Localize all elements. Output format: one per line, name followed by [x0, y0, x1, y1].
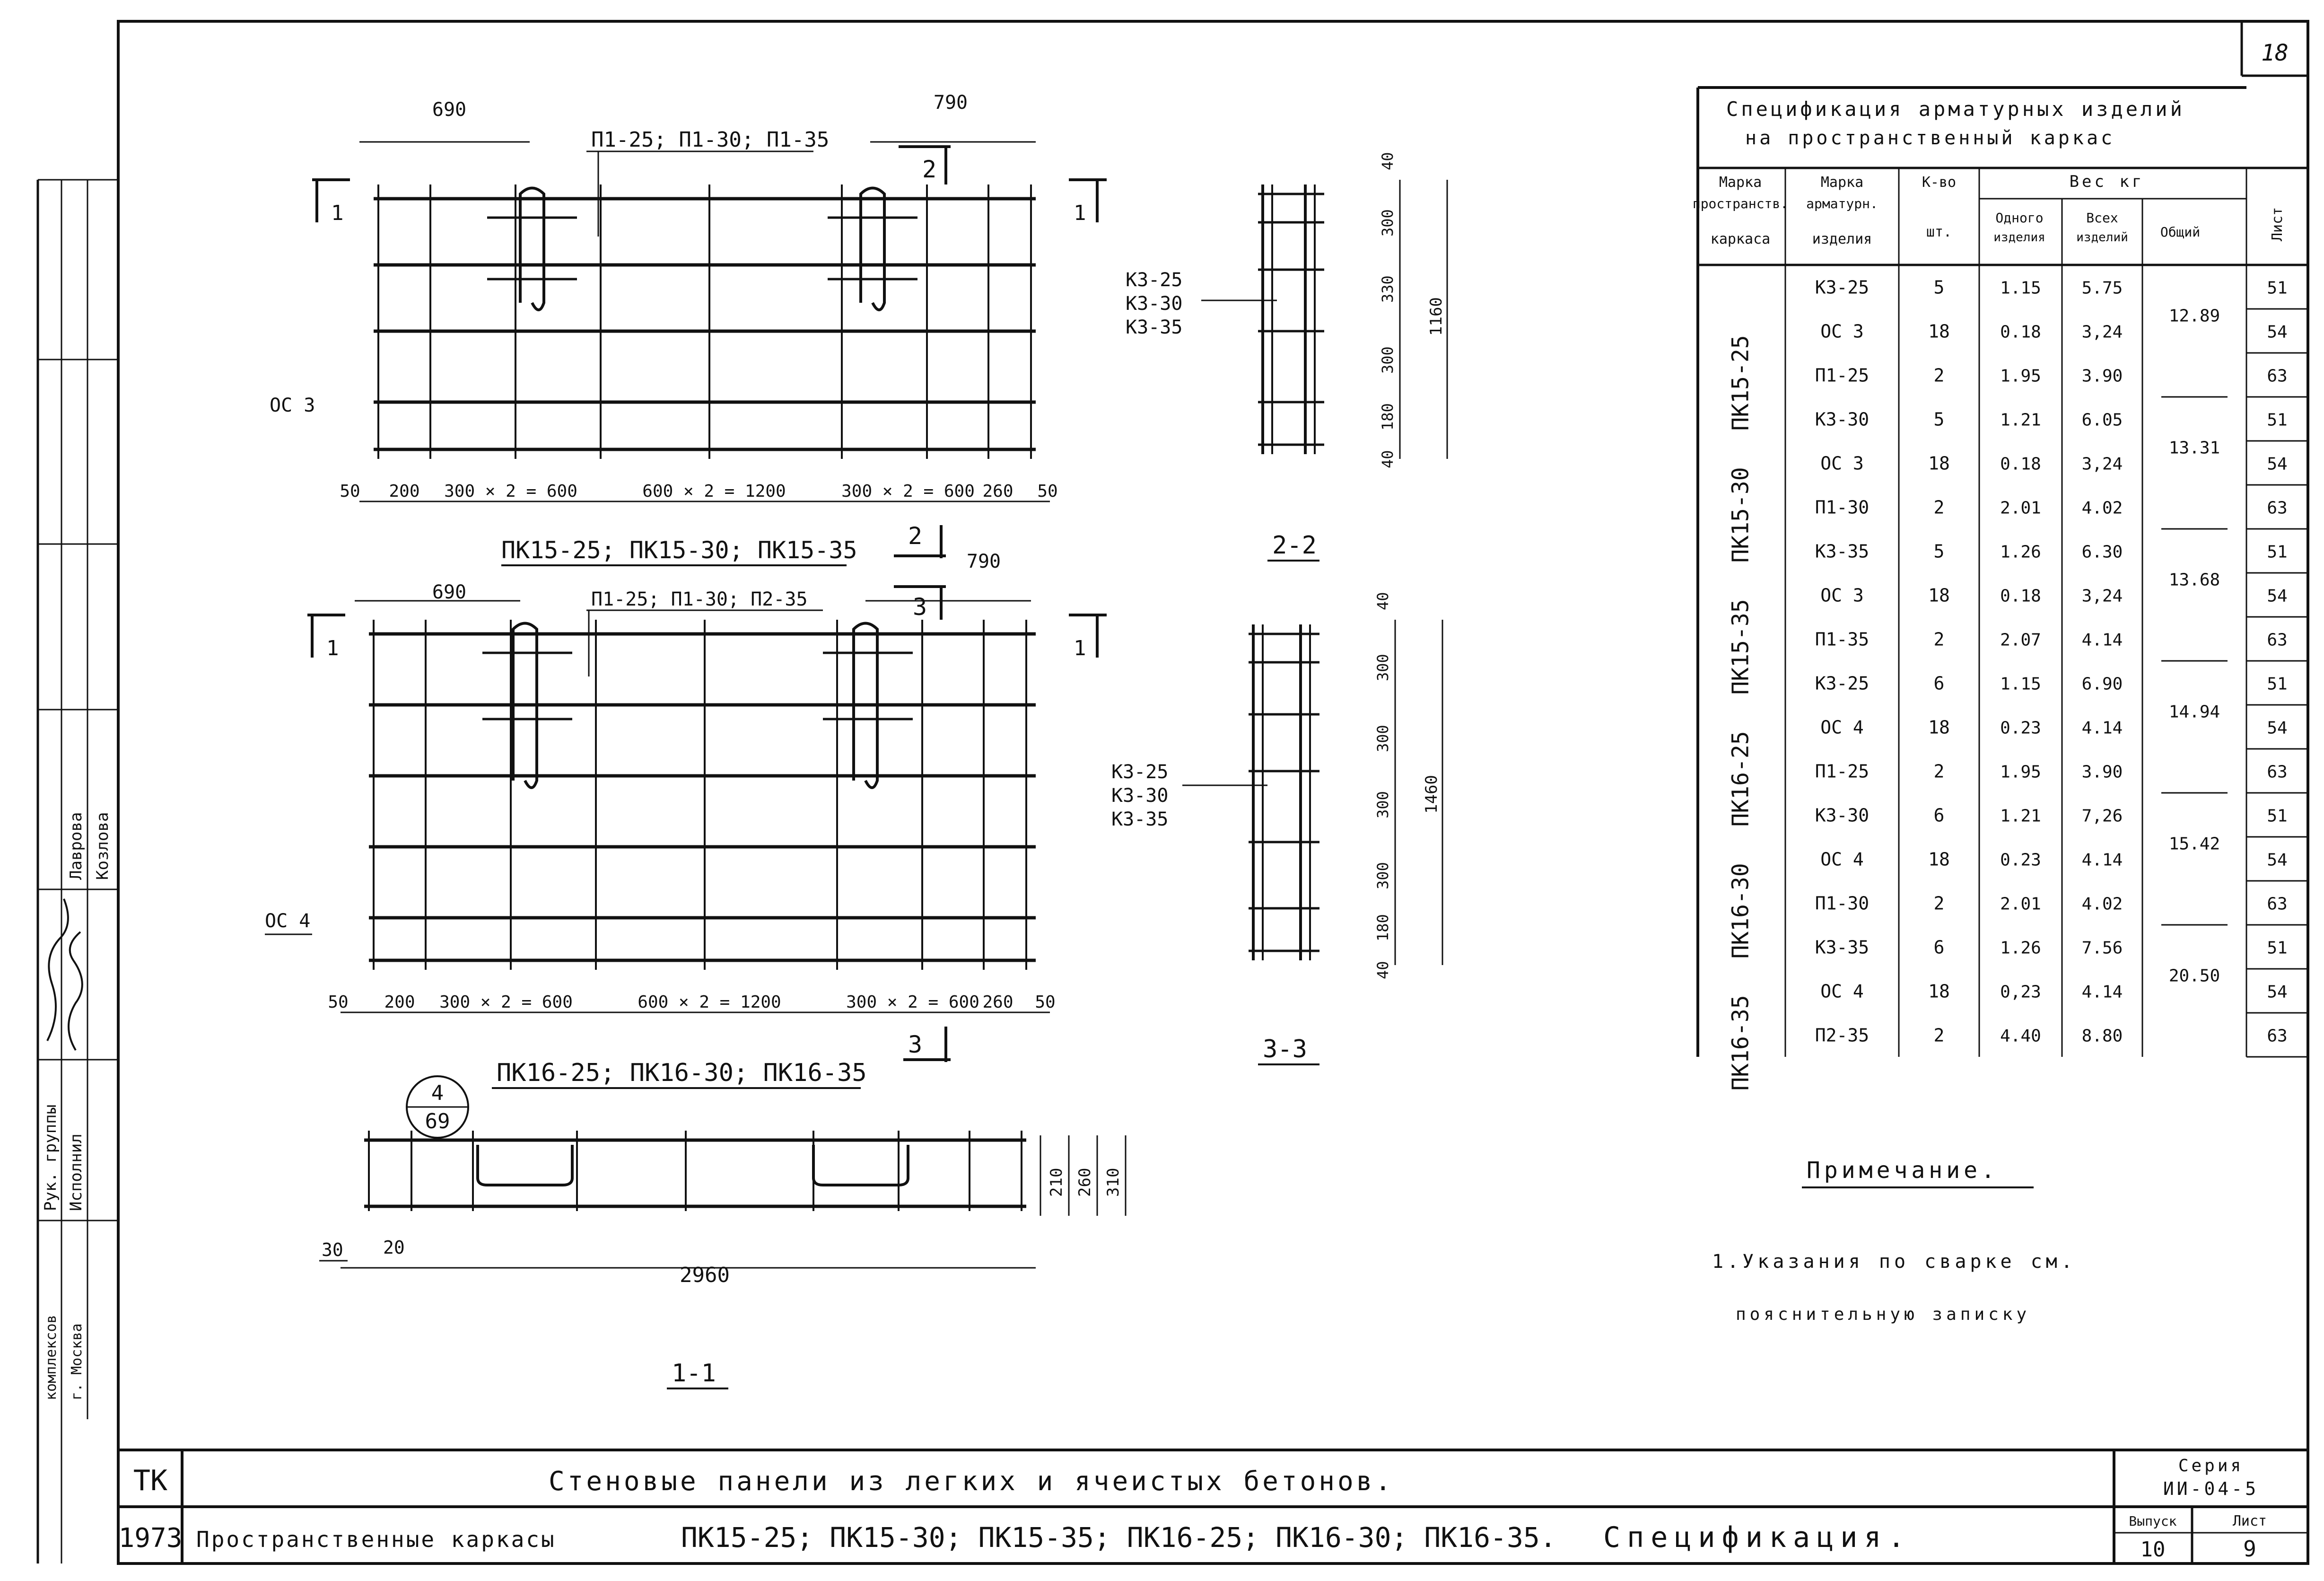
sec22-caption: 2-2: [1272, 531, 1317, 560]
spec-qty: 2: [1933, 365, 1945, 386]
sec33-dim-4: 300: [1374, 862, 1392, 889]
side-stamp: [41, 812, 112, 1400]
elev2-dim-1: 200: [384, 993, 415, 1012]
sec22-dim-5: 40: [1379, 450, 1397, 468]
spec-item-mark: П1-30: [1815, 497, 1870, 518]
section-1-1: [319, 1076, 1126, 1388]
sec33-label-0: КЗ-25: [1111, 761, 1169, 783]
sec33-dim-1: 300: [1374, 654, 1392, 681]
section-mark-3a: 3: [913, 593, 927, 621]
spec-weight-one: 1.95: [2000, 366, 2041, 386]
elev2-dim-left: 690: [432, 581, 467, 603]
section-mark-1-right: 1: [1074, 201, 1086, 225]
spec-qty: 2: [1933, 629, 1945, 650]
spec-item-mark: ОС 3: [1820, 453, 1864, 474]
elev1-dim-5: 260: [982, 482, 1013, 501]
elev2-caption: ПК16-25; ПК16-30; ПК16-35: [497, 1059, 867, 1087]
spec-total-weight: 15.42: [2168, 834, 2220, 854]
sec33-total: 1460: [1422, 775, 1441, 814]
spec-weight-all: 4.02: [2081, 894, 2123, 914]
signature-1: [47, 899, 68, 1041]
note: [1712, 1157, 2076, 1324]
spec-qty: 18: [1928, 453, 1950, 474]
spec-h-mark-frame-0: Марка: [1719, 174, 1762, 191]
spec-total-weight: 13.68: [2168, 570, 2220, 590]
elev2-mesh-label: ОС 4: [265, 910, 311, 932]
spec-sheet-ref: 63: [2267, 894, 2288, 914]
spec-item-mark: П1-30: [1815, 893, 1870, 914]
sec33-label-1: КЗ-30: [1111, 785, 1169, 807]
spec-weight-all: 6.90: [2081, 674, 2123, 694]
stamp-name-1: Лаврова: [67, 812, 86, 880]
sec22-label-1: КЗ-30: [1126, 293, 1183, 315]
sec11-dim-left2: 20: [383, 1237, 405, 1258]
spec-qty: 18: [1928, 849, 1950, 870]
stamp-role-2: Исполнил: [67, 1133, 86, 1211]
spec-qty: 18: [1928, 717, 1950, 738]
detail-callout-top: 4: [431, 1081, 444, 1105]
spec-qty: 18: [1928, 981, 1950, 1002]
spec-h-qty-0: К-во: [1922, 174, 1957, 191]
spec-title-1: Спецификация арматурных изделий: [1726, 97, 2185, 121]
spec-sheet-ref: 63: [2267, 762, 2288, 782]
spec-weight-one: 4.40: [2000, 1026, 2041, 1046]
section-2-2: [1126, 152, 1447, 561]
spec-frame-mark: ПК16-30: [1727, 863, 1754, 959]
spec-weight-one: 1.21: [2000, 806, 2041, 826]
spec-weight-all: 3,24: [2081, 586, 2123, 606]
note-title: Примечание.: [1807, 1157, 1999, 1184]
tb-line-1: Стеновые панели из легких и ячеистых бетонов.: [549, 1466, 1394, 1497]
elev2-dim-0: 50: [328, 993, 349, 1012]
spec-weight-all: 7,26: [2081, 806, 2123, 826]
spec-total-weight: 12.89: [2168, 306, 2220, 326]
spec-weight-one: 0.18: [2000, 322, 2041, 342]
signature-2: [69, 932, 82, 1050]
sec22-dim-0: 40: [1379, 152, 1397, 170]
tb-series-value: ИИ-04-5: [2163, 1478, 2259, 1499]
spec-item-mark: П2-35: [1815, 1025, 1870, 1046]
elevation-pk16: [265, 522, 1107, 1088]
spec-weight-one: 0.18: [2000, 586, 2041, 606]
spec-sheet-ref: 51: [2267, 674, 2288, 694]
spec-weight-all: 3.90: [2081, 762, 2123, 782]
elev1-dim-4: 300 × 2 = 600: [841, 482, 975, 501]
sec22-dim-3: 300: [1379, 346, 1397, 374]
spec-item-mark: ОС 4: [1820, 981, 1864, 1002]
detail-callout-bottom: 69: [425, 1109, 450, 1133]
spec-weight-all: 6.30: [2081, 542, 2123, 562]
spec-item-mark: КЗ-30: [1815, 409, 1870, 430]
sec11-caption: 1-1: [672, 1359, 716, 1388]
elev2-dim-3: 600 × 2 = 1200: [638, 993, 781, 1012]
stamp-org-1: комплексов: [43, 1315, 60, 1400]
spec-weight-one: 1.21: [2000, 410, 2041, 430]
spec-item-mark: КЗ-35: [1815, 937, 1870, 958]
elev1-dim-right: 790: [933, 92, 968, 114]
spec-h-mark-item-1: арматурн.: [1806, 196, 1878, 211]
spec-sheet-ref: 54: [2267, 850, 2288, 870]
sec33-dim-3: 300: [1374, 791, 1392, 818]
spec-weight-one: 1.95: [2000, 762, 2041, 782]
sec33-dim-5: 180: [1374, 914, 1392, 941]
spec-qty: 2: [1933, 893, 1945, 914]
spec-table: [1693, 88, 2308, 1091]
elev1-dim-left: 690: [432, 99, 467, 121]
spec-item-mark: КЗ-25: [1815, 277, 1870, 298]
spec-weight-one: 2.01: [2000, 498, 2041, 518]
tb-issue-label: Выпуск: [2129, 1513, 2177, 1529]
section-mark-2: 2: [922, 156, 937, 183]
section-mark-1-left: 1: [331, 201, 344, 225]
spec-item-mark: П1-25: [1815, 761, 1870, 782]
stamp-name-2: Козлова: [93, 812, 112, 880]
spec-qty: 6: [1933, 673, 1945, 694]
spec-h-qty-1: шт.: [1926, 224, 1952, 240]
spec-weight-all: 3.90: [2081, 366, 2123, 386]
spec-sheet-ref: 63: [2267, 366, 2288, 386]
spec-weight-all: 3,24: [2081, 322, 2123, 342]
spec-weight-one: 0.23: [2000, 718, 2041, 738]
tb-sheet-label: Лист: [2232, 1513, 2267, 1529]
elev1-caption: ПК15-25; ПК15-30; ПК15-35: [501, 536, 857, 564]
spec-sheet-ref: 54: [2267, 718, 2288, 738]
spec-qty: 18: [1928, 321, 1950, 342]
elev2-dim-6: 50: [1035, 993, 1056, 1012]
spec-h-w-one-1: изделия: [1993, 230, 2045, 245]
spec-weight-one: 0,23: [2000, 982, 2041, 1002]
spec-total-weight: 20.50: [2168, 966, 2220, 986]
spec-weight-one: 1.15: [2000, 278, 2041, 298]
sec22-label-0: КЗ-25: [1126, 269, 1183, 291]
spec-qty: 5: [1933, 541, 1945, 562]
spec-weight-all: 4.14: [2081, 982, 2123, 1002]
spec-qty: 2: [1933, 1025, 1945, 1046]
section-mark-2b: 2: [908, 522, 923, 550]
elev2-dim-right: 790: [966, 551, 1001, 572]
sec33-label-2: КЗ-35: [1111, 808, 1169, 830]
spec-item-mark: ОС 3: [1820, 321, 1864, 342]
sec22-total: 1160: [1427, 297, 1446, 336]
elevation-pk15: [270, 92, 1107, 565]
elev1-dim-1: 200: [389, 482, 420, 501]
sec33-dim-0: 40: [1374, 592, 1392, 610]
spec-weight-all: 7.56: [2081, 938, 2123, 958]
spec-weight-one: 0.23: [2000, 850, 2041, 870]
section-3-3: [1111, 592, 1442, 1064]
spec-weight-one: 1.15: [2000, 674, 2041, 694]
elev2-loops-label: П1-25; П1-30; П2-35: [591, 588, 808, 610]
tb-line-2c: Спецификация.: [1603, 1521, 1912, 1554]
spec-qty: 6: [1933, 805, 1945, 826]
spec-sheet-ref: 54: [2267, 322, 2288, 342]
spec-weight-one: 0.18: [2000, 454, 2041, 474]
elev1-mesh-label: ОС 3: [270, 395, 315, 416]
spec-item-mark: КЗ-30: [1815, 805, 1870, 826]
spec-qty: 2: [1933, 497, 1945, 518]
spec-frame-mark: ПК15-35: [1727, 599, 1754, 695]
elev1-dim-2: 300 × 2 = 600: [444, 482, 577, 501]
spec-sheet-ref: 51: [2267, 542, 2288, 562]
note-line-2: пояснительную записку: [1736, 1305, 2031, 1324]
spec-total-weight: 13.31: [2168, 438, 2220, 458]
spec-weight-all: 4.14: [2081, 718, 2123, 738]
spec-h-mark-frame-1: пространств.: [1692, 196, 1789, 211]
spec-h-w-all-0: Всех: [2086, 210, 2118, 226]
spec-sheet-ref: 51: [2267, 938, 2288, 958]
spec-sheet-ref: 63: [2267, 1026, 2288, 1046]
spec-weight-all: 4.14: [2081, 850, 2123, 870]
spec-sheet-ref: 51: [2267, 278, 2288, 298]
spec-weight-one: 1.26: [2000, 542, 2041, 562]
tb-issue-value: 10: [2140, 1537, 2166, 1562]
spec-weight-one: 2.01: [2000, 894, 2041, 914]
tb-org: ТК: [133, 1464, 168, 1497]
spec-frame-mark: ПК15-30: [1727, 467, 1754, 563]
spec-item-mark: КЗ-25: [1815, 673, 1870, 694]
spec-weight-all: 4.02: [2081, 498, 2123, 518]
elev1-dim-6: 50: [1037, 482, 1058, 501]
sec33-dim-6: 40: [1374, 961, 1392, 979]
sec22-dim-4: 180: [1379, 403, 1397, 430]
spec-h-w-all-1: изделий: [2076, 230, 2128, 245]
spec-title-2: на пространственный каркас: [1745, 127, 2115, 149]
spec-frame-mark: ПК16-35: [1727, 995, 1754, 1091]
spec-weight-all: 8.80: [2081, 1026, 2123, 1046]
spec-weight-all: 6.05: [2081, 410, 2123, 430]
spec-frame-mark: ПК15-25: [1727, 335, 1754, 431]
spec-item-mark: ОС 4: [1820, 849, 1864, 870]
spec-sheet-ref: 54: [2267, 586, 2288, 606]
tb-series-label: Серия: [2178, 1456, 2244, 1476]
tb-line-2a: Пространственные каркасы: [196, 1527, 556, 1552]
spec-frame-mark: ПК16-25: [1727, 731, 1754, 827]
elev2-dim-2: 300 × 2 = 600: [439, 993, 573, 1012]
sec11-dim-left: 30: [322, 1239, 343, 1260]
sec22-label-2: КЗ-35: [1126, 316, 1183, 338]
elev2-dim-5: 260: [982, 993, 1013, 1012]
spec-qty: 2: [1933, 761, 1945, 782]
spec-qty: 6: [1933, 937, 1945, 958]
spec-qty: 5: [1933, 277, 1945, 298]
spec-weight-all: 3,24: [2081, 454, 2123, 474]
elev1-dim-3: 600 × 2 = 1200: [642, 482, 786, 501]
spec-h-weight: Вес кг: [2069, 172, 2145, 191]
sec11-dim-right-0: 210: [1047, 1168, 1066, 1197]
elev1-loops-label: П1-25; П1-30; П1-35: [591, 128, 830, 152]
spec-weight-all: 4.14: [2081, 630, 2123, 650]
spec-sheet-ref: 51: [2267, 806, 2288, 826]
elev2-dim-4: 300 × 2 = 600: [846, 993, 979, 1012]
tb-sheet-value: 9: [2243, 1536, 2256, 1562]
spec-sheet-ref: 63: [2267, 498, 2288, 518]
spec-sheet-ref: 54: [2267, 454, 2288, 474]
spec-h-mark-item-0: Марка: [1820, 174, 1864, 191]
sec22-dim-1: 300: [1379, 209, 1397, 237]
spec-h-mark-frame-2: каркаса: [1710, 231, 1771, 247]
elev1-dim-0: 50: [340, 482, 360, 501]
sec11-dim-right-1: 260: [1075, 1168, 1094, 1197]
spec-qty: 5: [1933, 409, 1945, 430]
spec-item-mark: КЗ-35: [1815, 541, 1870, 562]
spec-sheet-ref: 51: [2267, 410, 2288, 430]
spec-total-weight: 14.94: [2168, 702, 2220, 722]
sec22-dim-2: 330: [1379, 275, 1397, 303]
title-block: [118, 1450, 2308, 1563]
spec-qty: 18: [1928, 585, 1950, 606]
tb-year: 1973: [118, 1523, 183, 1554]
stamp-org-2: г. Москва: [69, 1323, 85, 1400]
spec-sheet-ref: 63: [2267, 630, 2288, 650]
spec-weight-one: 1.26: [2000, 938, 2041, 958]
sheet-number: 18: [2261, 40, 2289, 66]
sec11-length: 2960: [680, 1263, 730, 1287]
spec-h-w-total: Общий: [2160, 224, 2201, 240]
tb-line-2b: ПК15-25; ПК15-30; ПК15-35; ПК16-25; ПК16-30; ПК16-35.: [681, 1521, 1556, 1554]
spec-weight-all: 5.75: [2081, 278, 2123, 298]
spec-item-mark: ОС 4: [1820, 717, 1864, 738]
spec-h-mark-item-2: изделия: [1812, 231, 1872, 247]
sec33-caption: 3-3: [1263, 1035, 1307, 1063]
spec-item-mark: П1-25: [1815, 365, 1870, 386]
spec-weight-one: 2.07: [2000, 630, 2041, 650]
spec-sheet-ref: 54: [2267, 982, 2288, 1002]
section-mark-1b-left: 1: [326, 636, 339, 660]
section-mark-3b: 3: [908, 1031, 923, 1058]
spec-item-mark: П1-35: [1815, 629, 1870, 650]
sec11-dim-right-2: 310: [1104, 1168, 1123, 1197]
sec33-dim-2: 300: [1374, 725, 1392, 752]
section-mark-1b-right: 1: [1074, 636, 1086, 660]
spec-item-mark: ОС 3: [1820, 585, 1864, 606]
spec-h-sheet: Лист: [2269, 207, 2286, 241]
stamp-role-1: Рук. группы: [41, 1104, 60, 1211]
note-line-1: 1.Указания по сварке см.: [1712, 1251, 2076, 1273]
spec-h-w-one-0: Одного: [1995, 210, 2044, 226]
